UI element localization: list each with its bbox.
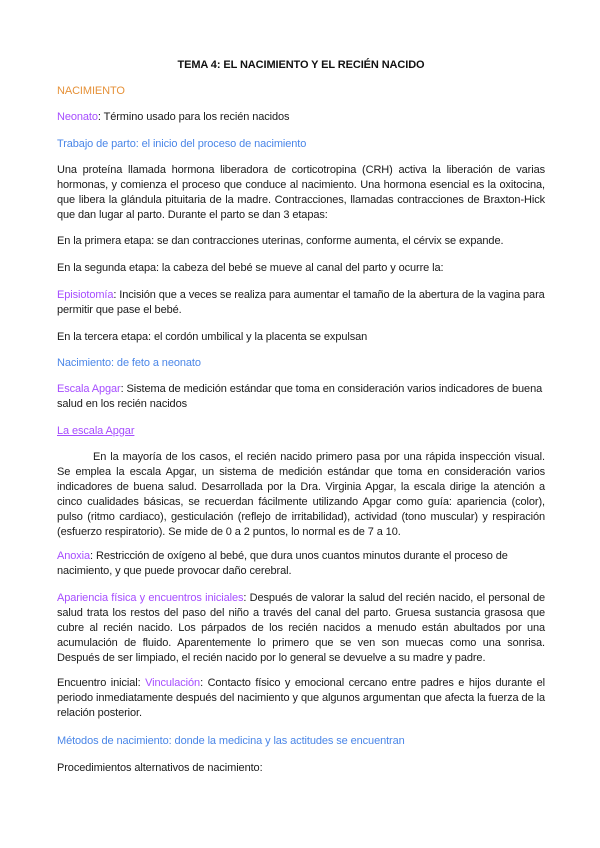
paragraph-proteina: Una proteína llamada hormona liberadora de corticotropina (CRH) activa la liberación de varias hormonas, y comienza el proceso que conduce al nacimiento. Una hormona esencial es la oxitocina, que libera la glándula pituitaria de la madre. Contracciones, llamadas contracciones de Braxton-Hick que dan lugar al parto. Durante el parto se dan 3 etapas: (57, 164, 545, 221)
sep-episiotomia: : (113, 289, 120, 301)
definition-anoxia (57, 549, 545, 579)
document-title: TEMA 4: EL NACIMIENTO Y EL RECIÉN NACIDO (177, 59, 425, 71)
paragraph-tercera-etapa: En la tercera etapa: el cordón umbilical y la placenta se expulsan (57, 331, 368, 343)
heading-la-escala-apgar: La escala Apgar (57, 425, 135, 437)
def-vinculacion: Contacto físico y emocional cercano entre padres e hijos durante el periodo inmediatamente después del nacimiento y que algunos argumentan que afecta la fuerza de la relación posterior. (57, 677, 545, 719)
sep-vinculacion: : (200, 677, 208, 689)
term-vinculacion: Vinculación (145, 677, 201, 689)
definition-episiotomia (57, 288, 545, 318)
definition-neonato (57, 110, 545, 125)
def-apariencia: Después de valorar la salud del recién nacido, el personal de salud trata los restos del paso del niño a través del canal del parto. Gruesa sustancia grasosa que cubre al recién nacido. Los párpados de los recién nacidos a menudo están abultados por una acumulación de fluido. Aparentemente lo primero que se ven son muecas como una sonrisa. Después de ser limpiado, el recién nacido por lo general se devuelve a su madre y padre. (57, 592, 545, 664)
paragraph-segunda-etapa: En la segunda etapa: la cabeza del bebé se mueve al canal del parto y ocurre la: (57, 262, 444, 274)
def-escala-apgar: Sistema de medición estándar que toma en consideración varios indicadores de buena salud en los recién nacidos (57, 383, 543, 410)
term-neonato: Neonato (57, 111, 98, 123)
term-episiotomia: Episiotomía (57, 289, 114, 301)
term-apariencia: Apariencia física y encuentros iniciales (57, 592, 244, 604)
term-escala-apgar: Escala Apgar (57, 383, 121, 395)
heading-nacimiento-feto: Nacimiento: de feto a neonato (57, 357, 201, 369)
heading-procedimientos: Procedimientos alternativos de nacimiento: (57, 762, 263, 774)
definition-vinculacion (57, 676, 545, 721)
def-neonato: Término usado para los recién nacidos (103, 111, 290, 123)
term-anoxia: Anoxia (57, 550, 91, 562)
prefix-vinculacion: Encuentro inicial: (57, 677, 146, 689)
sep-neonato: : (97, 111, 104, 123)
definition-apariencia (57, 591, 545, 666)
heading-trabajo-parto: Trabajo de parto: el inicio del proceso de nacimiento (57, 138, 307, 150)
definition-escala-apgar (57, 382, 545, 412)
paragraph-apgar: En la mayoría de los casos, el recién nacido primero pasa por una rápida inspección visual. Se emplea la escala Apgar, un sistema de medición estándar que toma en consideración varios indicadores de buena salud. Desarrollada por la Dra. Virginia Apgar, la escala dirige la atención a cinco cualidades básicas, se recuerdan fácilmente utilizando Apgar como guía: apariencia (color), pulso (ritmo cardiaco), gesticulación (reflejo de irritabilidad), actividad (tono muscular) y respiración (esfuerzo respiratorio). Se mide de 0 a 2 puntos, lo normal es de 7 a 10. (57, 451, 545, 538)
heading-nacimiento: NACIMIENTO (57, 85, 125, 97)
def-anoxia: Restricción de oxígeno al bebé, que dura unos cuantos minutos durante el proceso de nacimiento, y que puede provocar daño cerebral. (57, 550, 508, 577)
sep-anoxia: : (90, 550, 96, 562)
def-episiotomia: Incisión que a veces se realiza para aumentar el tamaño de la abertura de la vagina para permitir que pase el bebé. (57, 289, 545, 316)
sep-escala-apgar: : (120, 383, 127, 395)
sep-apariencia: : (243, 592, 250, 604)
heading-metodos: Métodos de nacimiento: donde la medicina y las actitudes se encuentran (57, 735, 405, 747)
paragraph-primera-etapa: En la primera etapa: se dan contracciones uterinas, conforme aumenta, el cérvix se expande. (57, 235, 504, 247)
